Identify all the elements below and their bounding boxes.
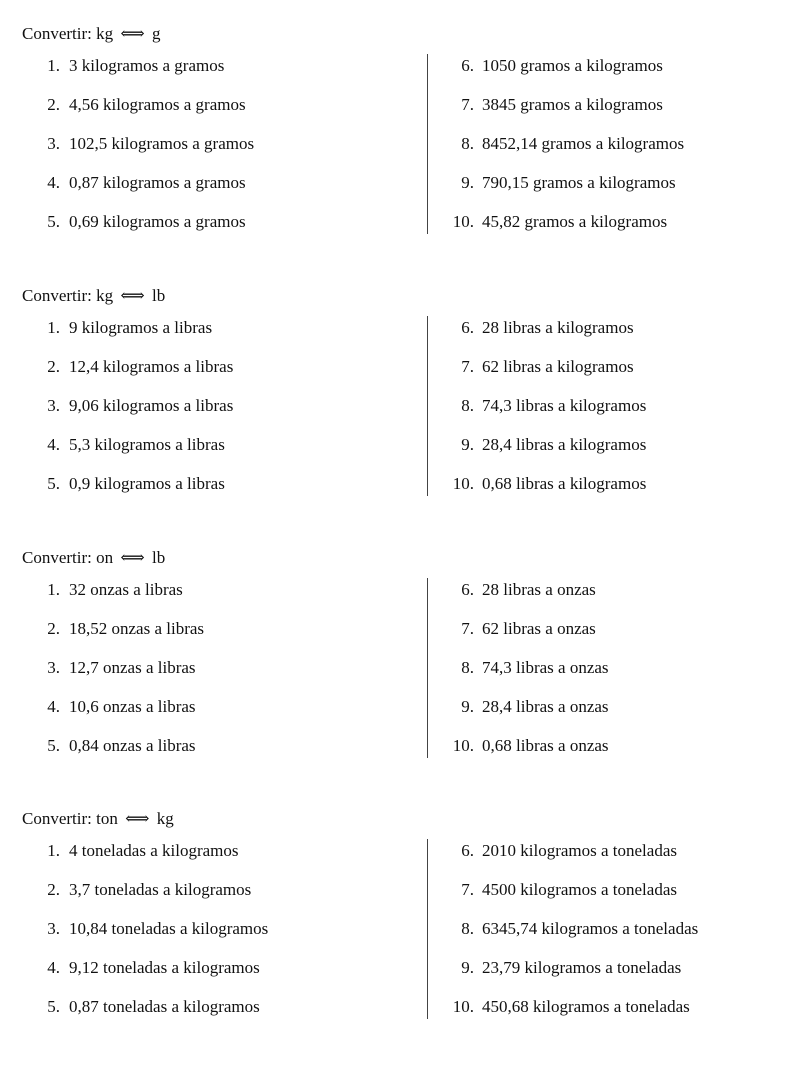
item-number: 5. [47,736,60,755]
item-number: 7. [461,95,474,114]
column-divider [427,839,428,1019]
list-item [0,210,420,249]
column-divider [427,316,428,496]
heading-label: Convertir: kg [22,286,114,305]
item-text: 32 onzas a libras [69,580,183,599]
item-number: 8. [461,658,474,677]
heading-label: Convertir: ton [22,809,118,828]
list-item [430,734,790,773]
item-number: 8. [461,134,474,153]
item-text: 3,7 toneladas a kilogramos [69,880,252,899]
item-text: 0,9 kilogramos a libras [69,474,225,493]
section-heading [22,809,174,829]
list-item [0,995,420,1034]
list-item [0,54,420,93]
item-text: 62 libras a onzas [482,619,596,638]
item-text: 28 libras a onzas [482,580,596,599]
item-number: 10. [452,474,474,493]
item-number: 2. [47,880,60,899]
item-number: 4. [47,697,60,716]
item-number: 1. [47,580,60,599]
list-item [0,472,420,511]
item-number: 2. [47,619,60,638]
exercise-list-right [430,316,790,511]
list-item [430,578,790,617]
item-text: 10,6 onzas a libras [69,697,196,716]
item-text: 2010 kilogramos a toneladas [482,841,677,860]
section-heading [22,24,161,44]
item-text: 8452,14 gramos a kilogramos [482,134,685,153]
list-item [0,617,420,656]
section-heading [22,286,165,306]
item-text: 0,87 toneladas a kilogramos [69,997,260,1016]
item-text: 4 toneladas a kilogramos [69,841,239,860]
list-item [0,734,420,773]
item-text: 0,68 libras a onzas [482,736,609,755]
item-number: 6. [461,580,474,599]
item-number: 9. [461,435,474,454]
list-item [0,956,420,995]
list-item [430,210,790,249]
list-item [430,54,790,93]
item-text: 9 kilogramos a libras [69,318,213,337]
exercise-list-left [0,316,420,511]
item-text: 0,69 kilogramos a gramos [69,212,246,231]
list-item [430,433,790,472]
item-number: 1. [47,56,60,75]
item-text: 45,82 gramos a kilogramos [482,212,668,231]
item-number: 2. [47,357,60,376]
item-text: 102,5 kilogramos a gramos [69,134,255,153]
list-item [430,695,790,734]
list-item [0,433,420,472]
item-text: 0,87 kilogramos a gramos [69,173,246,192]
item-number: 6. [461,841,474,860]
item-number: 3. [47,134,60,153]
item-text: 450,68 kilogramos a toneladas [482,997,690,1016]
item-text: 28,4 libras a onzas [482,697,609,716]
item-number: 3. [47,396,60,415]
item-number: 6. [461,318,474,337]
heading-unit: kg [156,809,174,828]
item-number: 3. [47,658,60,677]
item-number: 9. [461,697,474,716]
exercise-list-left [0,54,420,249]
item-number: 4. [47,958,60,977]
heading-unit: lb [152,286,166,305]
list-item [0,316,420,355]
exercise-list-left [0,578,420,773]
item-text: 4500 kilogramos a toneladas [482,880,677,899]
item-number: 6. [461,56,474,75]
item-text: 5,3 kilogramos a libras [69,435,225,454]
item-text: 1050 gramos a kilogramos [482,56,663,75]
item-number: 4. [47,173,60,192]
item-number: 10. [452,212,474,231]
item-number: 7. [461,880,474,899]
exercise-list-right [430,839,790,1034]
item-number: 8. [461,396,474,415]
item-text: 18,52 onzas a libras [69,619,205,638]
list-item [430,93,790,132]
item-number: 1. [47,841,60,860]
list-item [430,839,790,878]
heading-unit: g [152,24,161,43]
item-text: 0,68 libras a kilogramos [482,474,647,493]
item-text: 0,84 onzas a libras [69,736,196,755]
double-arrow-icon: ⟺ [120,548,145,567]
item-number: 5. [47,997,60,1016]
list-item [430,394,790,433]
list-item [0,394,420,433]
item-number: 4. [47,435,60,454]
list-item [430,656,790,695]
list-item [430,355,790,394]
heading-unit: lb [152,548,166,567]
list-item [0,917,420,956]
item-text: 9,12 toneladas a kilogramos [69,958,260,977]
list-item [0,578,420,617]
list-item [430,171,790,210]
list-item [0,355,420,394]
item-text: 3 kilogramos a gramos [69,56,225,75]
item-number: 3. [47,919,60,938]
exercise-list-left [0,839,420,1034]
list-item [430,878,790,917]
exercise-list-right [430,578,790,773]
item-text: 28,4 libras a kilogramos [482,435,647,454]
item-text: 23,79 kilogramos a toneladas [482,958,682,977]
list-item [0,695,420,734]
item-number: 7. [461,357,474,376]
column-divider [427,54,428,234]
list-item [430,472,790,511]
double-arrow-icon: ⟺ [120,286,145,305]
item-number: 9. [461,173,474,192]
item-number: 5. [47,474,60,493]
item-text: 790,15 gramos a kilogramos [482,173,676,192]
item-text: 4,56 kilogramos a gramos [69,95,246,114]
item-text: 12,7 onzas a libras [69,658,196,677]
heading-label: Convertir: on [22,548,114,567]
item-text: 12,4 kilogramos a libras [69,357,234,376]
item-text: 10,84 toneladas a kilogramos [69,919,269,938]
item-text: 74,3 libras a kilogramos [482,396,647,415]
list-item [430,132,790,171]
item-number: 5. [47,212,60,231]
item-text: 74,3 libras a onzas [482,658,609,677]
double-arrow-icon: ⟺ [125,809,150,828]
list-item [0,93,420,132]
item-number: 2. [47,95,60,114]
item-text: 28 libras a kilogramos [482,318,634,337]
item-text: 3845 gramos a kilogramos [482,95,663,114]
list-item [430,917,790,956]
item-number: 7. [461,619,474,638]
column-divider [427,578,428,758]
list-item [0,878,420,917]
list-item [430,995,790,1034]
item-number: 9. [461,958,474,977]
list-item [0,171,420,210]
item-number: 8. [461,919,474,938]
exercise-list-right [430,54,790,249]
heading-label: Convertir: kg [22,24,114,43]
item-number: 10. [452,997,474,1016]
list-item [430,956,790,995]
item-number: 10. [452,736,474,755]
double-arrow-icon: ⟺ [120,24,145,43]
item-number: 1. [47,318,60,337]
item-text: 62 libras a kilogramos [482,357,634,376]
list-item [0,132,420,171]
list-item [430,617,790,656]
item-text: 6345,74 kilogramos a toneladas [482,919,699,938]
item-text: 9,06 kilogramos a libras [69,396,234,415]
section-heading [22,548,165,568]
list-item [0,656,420,695]
list-item [430,316,790,355]
list-item [0,839,420,878]
